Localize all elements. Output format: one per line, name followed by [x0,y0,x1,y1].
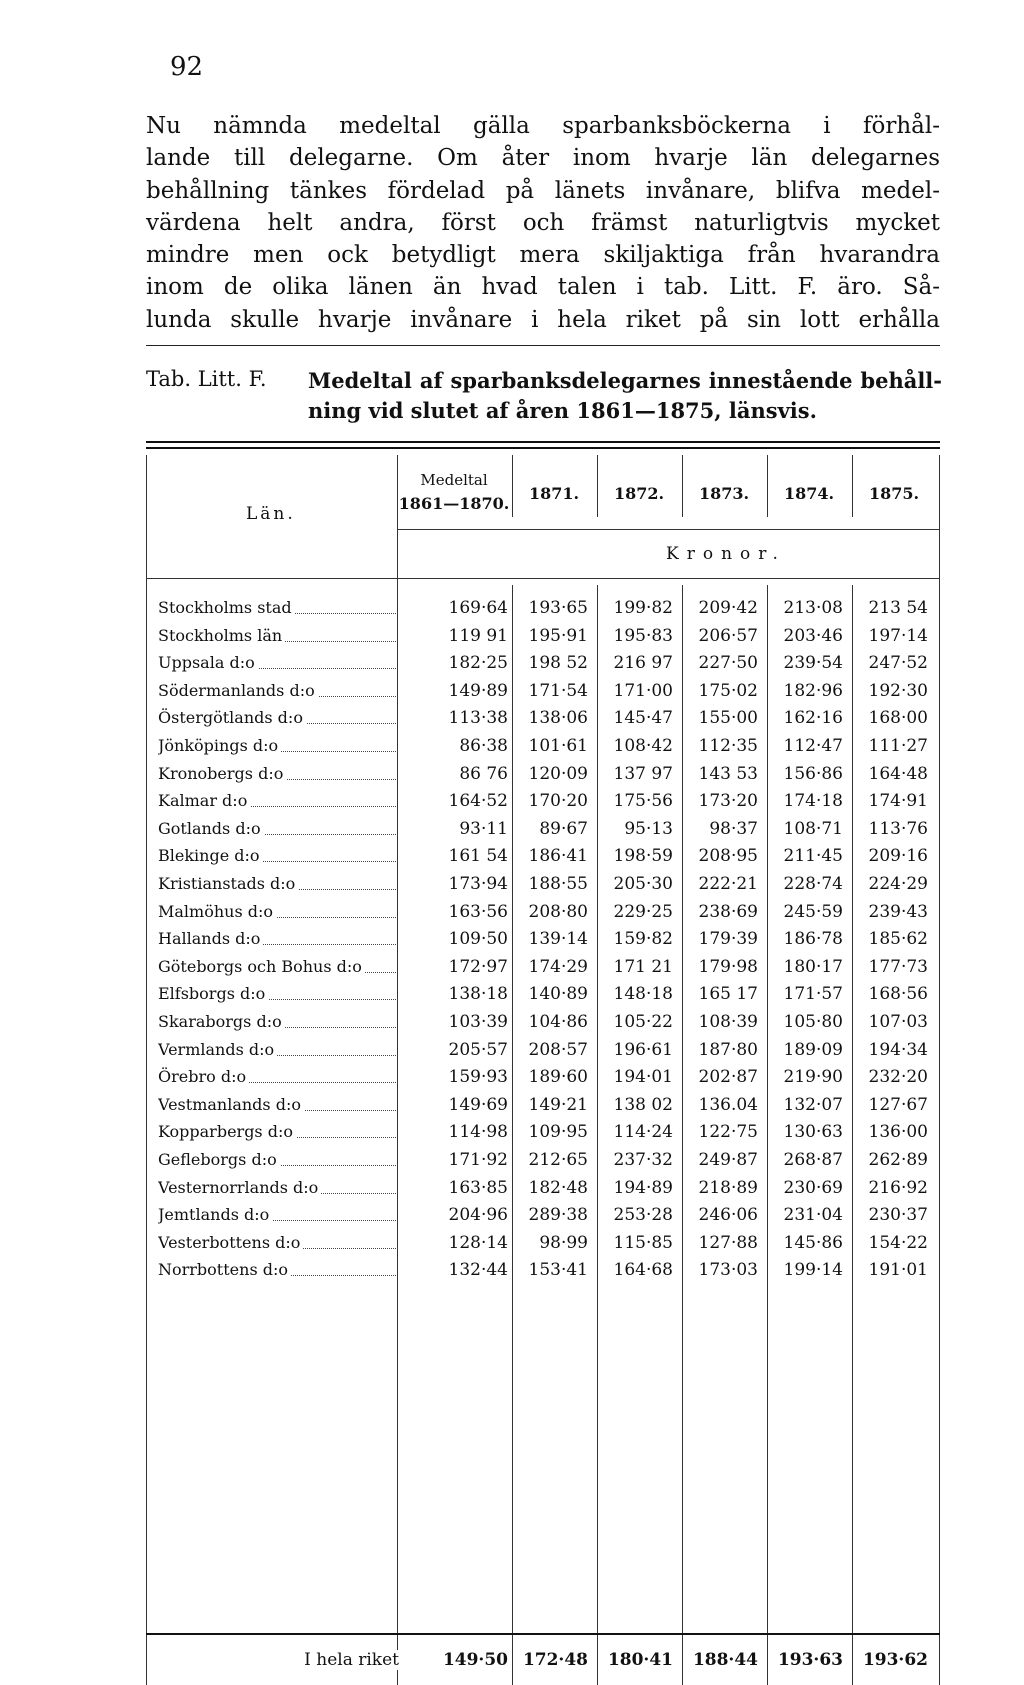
row-value: 205·30 [613,874,673,894]
row-value: 218·89 [698,1177,758,1198]
row-lan-label: Gefleborgs d:o [158,1150,280,1169]
row-value: 170·20 [528,791,588,812]
row-value: 164·68 [613,1260,673,1281]
table-row [146,704,940,732]
total-rule [146,1633,940,1635]
row-value: 164·52 [448,791,508,812]
row-value: 222·21 [698,874,758,894]
row-value: 111·27 [868,736,928,756]
row-value: 140·89 [528,984,588,1005]
row-value: 195·91 [528,625,588,646]
table-row [146,594,940,622]
row-value: 149·69 [448,1094,508,1115]
row-value: 180·41 [607,1650,673,1670]
row-value: 206·57 [698,625,758,646]
row-value: 132·07 [783,1094,843,1115]
row-lan-name [158,815,402,843]
row-lan-label: Kristianstads d:o [158,874,298,893]
row-value: 188·44 [692,1650,758,1670]
row-lan-label: Kronobergs d:o [158,764,286,783]
row-value: 112·47 [783,736,843,756]
row-lan-name [158,1646,402,1674]
row-lan-label: Vermlands d:o [158,1040,277,1059]
row-value: 108·42 [613,736,673,756]
row-value: 162·16 [783,708,843,729]
row-value: 205·57 [448,1039,508,1060]
row-value: 105·22 [613,1012,673,1032]
header-year-1875: 1875. [868,484,920,503]
row-value: 161 54 [448,846,508,867]
row-value: 143 53 [698,763,758,784]
row-value: 155·00 [698,708,758,729]
table-title [308,366,942,426]
table-row [146,787,940,815]
row-value: 177·73 [868,956,928,977]
table-row [146,760,940,788]
table-row [146,953,940,981]
row-value: 105·80 [783,1012,843,1032]
row-value: 209·42 [698,598,758,618]
row-value: 148·18 [613,984,673,1005]
row-value: 137 97 [613,763,673,784]
row-lan-name [158,925,402,953]
row-value: 98·37 [709,818,758,839]
page-number: 92 [170,52,204,82]
row-value: 197·14 [868,625,928,646]
row-value: 246·06 [698,1205,758,1226]
table-row [146,898,940,926]
table-title-line: ning vid slutet af åren 1861—1875, länsvis. [308,398,817,423]
row-lan-name [158,1008,402,1036]
row-value: 189·09 [783,1039,843,1060]
row-lan-name [158,953,402,981]
row-value: 229·25 [613,901,673,922]
row-lan-label: Vesterbottens d:o [158,1233,303,1252]
row-value: 188·55 [528,874,588,894]
row-value: 149·50 [442,1650,508,1670]
row-value: 89·67 [539,818,588,839]
table-top-rule [146,447,940,449]
table-row [146,1063,940,1091]
row-value: 216 97 [613,653,673,674]
row-value: 93·11 [459,818,508,839]
row-value: 159·93 [448,1067,508,1088]
header-medeltal-period: 1861—1870. [398,494,510,513]
row-lan-label: Blekinge d:o [158,846,263,865]
paragraph-line: mindre men ock betydligt mera skiljaktiga från hvarandra [146,242,940,269]
table-row [146,980,940,1008]
row-value: 249·87 [698,1150,758,1170]
row-value: 174·18 [783,791,843,812]
row-lan-label: Östergötlands d:o [158,708,306,727]
header-medeltal [398,468,510,516]
section-divider [146,345,940,346]
row-value: 198·59 [613,846,673,867]
row-lan-label: Skaraborgs d:o [158,1012,285,1031]
table-row [146,1201,940,1229]
row-value: 230·69 [783,1177,843,1198]
header-divider [397,529,940,530]
row-value: 164·48 [868,763,928,784]
row-value: 138·06 [528,708,588,729]
row-lan-name [158,1229,402,1257]
row-value: 173·03 [698,1260,758,1281]
row-value: 130·63 [783,1122,843,1143]
row-value: 193·65 [528,598,588,618]
row-value: 237·32 [613,1150,673,1170]
row-value: 232·20 [868,1067,928,1088]
row-lan-label: Jemtlands d:o [158,1205,272,1224]
row-lan-label: Göteborgs och Bohus d:o [158,957,365,976]
row-lan-name [158,1063,402,1091]
row-lan-name [158,1146,402,1174]
row-value: 112·35 [698,736,758,756]
row-lan-name [158,594,402,622]
row-value: 213·08 [783,598,843,618]
row-lan-name [158,1118,402,1146]
row-lan-label: Norrbottens d:o [158,1260,291,1279]
row-value: 245·59 [783,901,843,922]
row-lan-name [158,842,402,870]
row-lan-label: Kalmar d:o [158,791,250,810]
row-value: 247·52 [868,653,928,674]
row-value: 193·63 [777,1650,843,1670]
row-value: 194·01 [613,1067,673,1088]
row-value: 208·80 [528,901,588,922]
row-value: 199·82 [613,598,673,618]
row-value: 153·41 [528,1260,588,1281]
table-top-rule [146,441,940,443]
row-value: 109·95 [528,1122,588,1143]
row-value: 172·48 [522,1650,588,1670]
row-value: 182·48 [528,1177,588,1198]
row-value: 171·54 [528,680,588,701]
row-value: 208·95 [698,846,758,867]
row-value: 204·96 [448,1205,508,1226]
header-unit-kronor: Kronor. [666,544,786,564]
row-value: 173·94 [448,874,508,894]
row-value: 103·39 [448,1012,508,1032]
row-value: 202·87 [698,1067,758,1088]
row-value: 127·67 [868,1094,928,1115]
row-lan-name [158,760,402,788]
paragraph-line: lunda skulle hvarje invånare i hela riket på sin lott erhålla [146,306,940,333]
row-value: 239·43 [868,901,928,922]
row-value: 172·97 [448,956,508,977]
row-value: 193·62 [862,1650,928,1670]
row-value: 171·92 [448,1150,508,1170]
table-row [146,1118,940,1146]
row-value: 113·38 [448,708,508,729]
row-value: 128·14 [448,1232,508,1253]
row-value: 149·89 [448,680,508,701]
row-value: 101·61 [528,736,588,756]
row-lan-label: Vestmanlands d:o [158,1095,304,1114]
row-value: 238·69 [698,901,758,922]
table-total-row [146,1646,940,1674]
row-lan-label: Vesternorrlands d:o [158,1178,321,1197]
row-value: 196·61 [613,1039,673,1060]
paragraph-line: Nu nämnda medeltal gälla sparbanksböckerna i förhål- [146,113,940,139]
row-value: 163·85 [448,1177,508,1198]
row-value: 163·56 [448,901,508,922]
row-value: 219·90 [783,1067,843,1088]
row-lan-name [158,732,402,760]
row-value: 179·98 [698,956,758,977]
row-value: 239·54 [783,653,843,674]
row-value: 230·37 [868,1205,928,1226]
row-lan-label: Stockholms stad [158,598,295,617]
row-value: 136·00 [868,1122,928,1143]
row-lan-name [158,980,402,1008]
row-value: 211·45 [783,846,843,867]
table-row [146,1036,940,1064]
row-value: 168·00 [868,708,928,729]
row-value: 289·38 [528,1205,588,1226]
row-value: 159·82 [613,929,673,950]
row-lan-label: Gotlands d:o [158,819,264,838]
row-value: 86 76 [459,763,508,784]
row-value: 262·89 [868,1150,928,1170]
row-value: 175·02 [698,680,758,701]
row-value: 216·92 [868,1177,928,1198]
row-value: 145·47 [613,708,673,729]
row-lan-name [158,1201,402,1229]
row-value: 149·21 [528,1094,588,1115]
row-lan-label: Elfsborgs d:o [158,984,268,1003]
row-value: 179·39 [698,929,758,950]
row-lan-name [158,704,402,732]
table-row [146,1256,940,1284]
row-value: 136.04 [698,1094,758,1115]
row-lan-name [158,870,402,898]
row-value: 192·30 [868,680,928,701]
table-row [146,1091,940,1119]
row-value: 119 91 [448,625,508,646]
row-value: 171·00 [613,680,673,701]
table-row [146,1174,940,1202]
row-value: 108·39 [698,1012,758,1032]
header-medeltal-top: Medeltal [420,471,488,489]
row-value: 145·86 [783,1232,843,1253]
row-value: 169·64 [448,598,508,618]
paragraph-line: behållning tänkes fördelad på länets invånare, blifva medel- [146,177,940,204]
row-value: 180·17 [783,956,843,977]
row-value: 114·98 [448,1122,508,1143]
row-value: 224·29 [868,874,928,894]
row-value: 108·71 [783,818,843,839]
row-value: 209·16 [868,846,928,867]
row-value: 86·38 [459,736,508,756]
table-row [146,1229,940,1257]
row-value: 113·76 [868,818,928,839]
header-bottom-rule [146,578,940,579]
row-value: 208·57 [528,1039,588,1060]
row-lan-label: Kopparbergs d:o [158,1122,296,1141]
row-value: 194·89 [613,1177,673,1198]
table-row [146,1146,940,1174]
row-value: 115·85 [613,1232,673,1253]
row-value: 165 17 [698,984,758,1005]
row-lan-name [158,649,402,677]
table-row [146,677,940,705]
row-value: 182·96 [783,680,843,701]
row-value: 127·88 [698,1232,758,1253]
row-lan-name [158,622,402,650]
row-value: 171 21 [613,956,673,977]
row-value: 186·78 [783,929,843,950]
table-row [146,622,940,650]
row-value: 132·44 [448,1260,508,1281]
header-year-1872: 1872. [613,484,665,503]
row-value: 198 52 [528,653,588,674]
row-value: 212·65 [528,1150,588,1170]
row-lan-label: Södermanlands d:o [158,681,318,700]
row-value: 173·20 [698,791,758,812]
table-row [146,732,940,760]
row-value: 203·46 [783,625,843,646]
row-value: 168·56 [868,984,928,1005]
table-title-line: Medeltal af sparbanksdelegarnes innestående behåll- [308,368,942,393]
table-row [146,870,940,898]
header-lan: Län. [246,504,296,524]
row-value: 122·75 [698,1122,758,1143]
row-value: 227·50 [698,653,758,674]
row-value: 213 54 [868,598,928,618]
row-value: 139·14 [528,929,588,950]
row-lan-name [158,1036,402,1064]
paragraph-line: värdena helt andra, först och främst naturligtvis mycket [146,209,940,236]
row-value: 171·57 [783,984,843,1005]
row-lan-label: Uppsala d:o [158,653,258,672]
row-value: 114·24 [613,1122,673,1143]
row-value: 228·74 [783,874,843,894]
row-value: 156·86 [783,763,843,784]
table-label: Tab. Litt. F. [146,367,267,391]
table-row [146,925,940,953]
row-value: 268·87 [783,1150,843,1170]
row-lan-name [158,898,402,926]
header-year-1874: 1874. [783,484,835,503]
row-lan-label: Malmöhus d:o [158,902,276,921]
row-value: 195·83 [613,625,673,646]
body-paragraph [146,110,940,336]
paragraph-line: lande till delegarne. Om åter inom hvarje län delegarnes [146,145,940,172]
row-lan-name [158,677,402,705]
row-value: 154·22 [868,1232,928,1253]
row-value: 174·91 [868,791,928,812]
row-value: 138 02 [613,1094,673,1115]
header-year-1873: 1873. [698,484,750,503]
row-value: 187·80 [698,1039,758,1060]
row-value: 185·62 [868,929,928,950]
row-value: 98·99 [539,1232,588,1253]
row-value: 253·28 [613,1205,673,1226]
row-value: 231·04 [783,1205,843,1226]
row-value: 109·50 [448,929,508,950]
row-value: 138·18 [448,984,508,1005]
row-value: 194·34 [868,1039,928,1060]
row-value: 120·09 [528,763,588,784]
table-row [146,1008,940,1036]
table-row [146,842,940,870]
row-value: 175·56 [613,791,673,812]
row-lan-label: Örebro d:o [158,1067,249,1086]
row-lan-label: Stockholms län [158,626,285,645]
row-value: 174·29 [528,956,588,977]
row-lan-name [158,1091,402,1119]
row-value: 191·01 [868,1260,928,1281]
row-lan-name [158,1256,402,1284]
row-lan-name [158,1174,402,1202]
row-value: 186·41 [528,846,588,867]
row-lan-label: Jönköpings d:o [158,736,281,755]
row-value: 104·86 [528,1012,588,1032]
row-lan-label: Hallands d:o [158,929,263,948]
header-year-1871: 1871. [528,484,580,503]
row-lan-name [158,787,402,815]
row-value: 107·03 [868,1012,928,1032]
row-lan-label: I hela riket [304,1650,402,1670]
row-value: 95·13 [624,818,673,839]
table-row [146,649,940,677]
row-value: 189·60 [528,1067,588,1088]
paragraph-line: inom de olika länen än hvad talen i tab. Litt. F. äro. Så- [146,274,940,301]
table-row [146,815,940,843]
row-value: 182·25 [448,653,508,674]
row-value: 199·14 [783,1260,843,1281]
